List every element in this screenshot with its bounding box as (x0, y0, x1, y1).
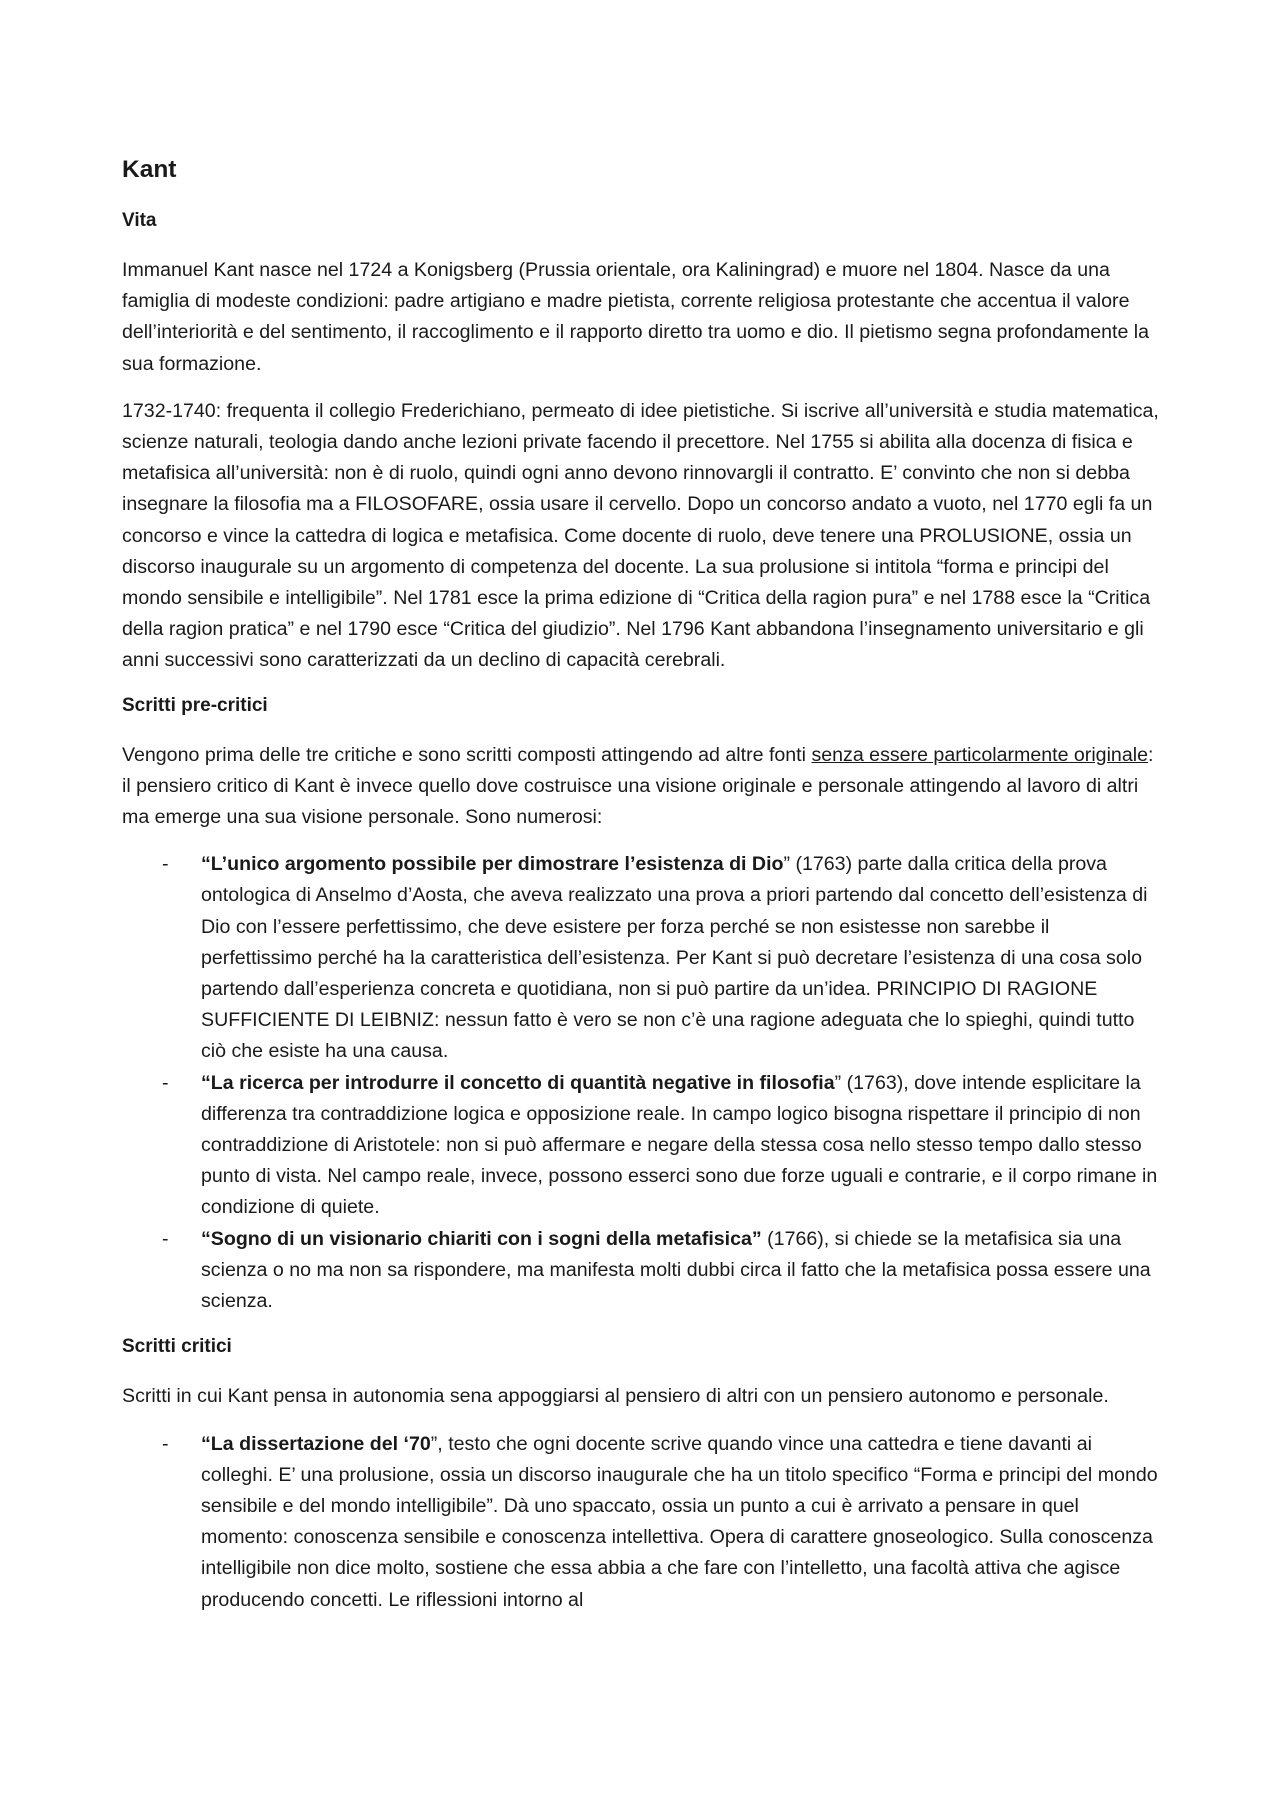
precritici-intro-part-a: Vengono prima delle tre critiche e sono scritti composti attingendo ad altre fonti (122, 743, 812, 766)
section-heading-critici: Scritti critici (122, 1336, 232, 1358)
work-title: “Sogno di un visionario chiariti con i sogni della metafisica” (201, 1227, 762, 1250)
work-title: “L’unico argomento possibile per dimostrare l’esistenza di Dio (201, 853, 784, 876)
work-description: ”, testo che ogni docente scrive quando vince una cattedra e tiene davanti ai colleghi. E’ una prolusione, ossia un discorso inaugurale che ha un titolo specifico “Forma e principi del mondo sensibile e del mondo intelligibile”. Dà uno spaccato, ossia un punto a cui è arrivato a pensare in quel momento: conoscenza sensibile e conoscenza intellettiva. Opera di carattere gnoseologico. Sulla conoscenza intelligibile non dice molto, sostiene che essa abbia a che fare con l’intelletto, una facoltà attiva che agisce producendo concetti. Le riflessioni intorno al (201, 1432, 1158, 1611)
list-item (122, 1068, 1160, 1224)
critici-list (122, 1429, 1160, 1616)
document-title: Kant (122, 156, 177, 183)
work-description: ” (1763), dove intende esplicitare la differenza tra contraddizione logica e opposizione reale. In campo logico bisogna rispettare il principio di non contraddizione di Aristotele: non si può affermare e negare della stessa cosa nello stesso tempo dallo stesso punto di vista. Nel campo reale, invece, possono esserci sono due forze uguali e contrarie, e il corpo rimane in condizione di quiete. (201, 1071, 1158, 1219)
list-item (122, 1224, 1160, 1318)
work-description: ” (1763) parte dalla critica della prova ontologica di Anselmo d’Aosta, che aveva realizzato una prova a priori partendo dal concetto dell’esistenza di Dio con l’essere perfettissimo, che deve esistere per forza perché se non esistesse non sarebbe il perfettissimo perché ha la caratteristica dell’esistenza. Per Kant si può decretare l’esistenza di una cosa solo partendo dall’esperienza concreta e quotidiana, non si può partire da un’idea. PRINCIPIO DI RAGIONE SUFFICIENTE DI LEIBNIZ: nessun fatto è vero se non c’è una ragione adeguata che lo spieghi, quindi tutto ciò che esiste ha una causa. (201, 853, 1148, 1063)
dash-bullet: - (162, 853, 169, 876)
work-description: (1766), si chiede se la metafisica sia una scienza o no ma non sa rispondere, ma manifesta molti dubbi circa il fatto che la metafisica possa essere una scienza. (201, 1227, 1151, 1313)
dash-bullet: - (162, 1071, 169, 1094)
vita-paragraph-1: Immanuel Kant nasce nel 1724 a Konigsberg (Prussia orientale, ora Kaliningrad) e muore nel 1804. Nasce da una famiglia di modeste condizioni: padre artigiano e madre pietista, corrente religiosa protestante che accentua il valore dell’interiorità e del sentimento, il raccoglimento e il rapporto diretto tra uomo e dio. Il pietismo segna profondamente la sua formazione. (122, 259, 1150, 375)
critici-intro: Scritti in cui Kant pensa in autonomia sena appoggiarsi al pensiero di altri con un pensiero autonomo e personale. (122, 1385, 1109, 1408)
precritici-intro-underlined: senza essere particolarmente originale (811, 743, 1148, 766)
section-heading-vita: Vita (122, 210, 157, 231)
precritici-list (122, 849, 1160, 1317)
section-heading-precritici: Scritti pre-critici (122, 694, 268, 716)
precritici-intro-part-b: : il pensiero critico di Kant è invece quello dove costruisce una visione originale e personale attingendo al lavoro di altri ma emerge una sua visione personale. Sono numerosi: (122, 743, 1154, 829)
precritici-intro (122, 740, 1160, 834)
work-title: “La ricerca per introdurre il concetto di quantità negative in filosofia (201, 1071, 835, 1094)
dash-bullet: - (162, 1432, 169, 1455)
list-item (122, 849, 1160, 1067)
vita-paragraph-2: 1732-1740: frequenta il collegio Frederichiano, permeato di idee pietistiche. Si iscrive all’università e studia matematica, scienze naturali, teologia dando anche lezioni private facendo il precettore. Nel 1755 si abilita alla docenza di fisica e metafisica all’università: non è di ruolo, quindi ogni anno devono rinnovargli il contratto. E’ convinto che non si debba insegnare la filosofia ma a FILOSOFARE, ossia usare il cervello. Dopo un concorso andato a vuoto, nel 1770 egli fa un concorso e vince la cattedra di logica e metafisica. Come docente di ruolo, deve tenere una PROLUSIONE, ossia un discorso inaugurale su un argomento di competenza del docente. La sua prolusione si intitola “forma e principi del mondo sensibile e intelligibile”. Nel 1781 esce la prima edizione di “Critica della ragion pura” e nel 1788 esce la “Critica della ragion pratica” e nel 1790 esce “Critica del giudizio”. Nel 1796 Kant abbandona l’insegnamento universitario e gli anni successivi sono caratterizzati da un declino di capacità cerebrali. (122, 399, 1159, 672)
list-item (122, 1429, 1160, 1616)
work-title: “La dissertazione del ‘70 (201, 1432, 431, 1455)
dash-bullet: - (162, 1227, 169, 1250)
